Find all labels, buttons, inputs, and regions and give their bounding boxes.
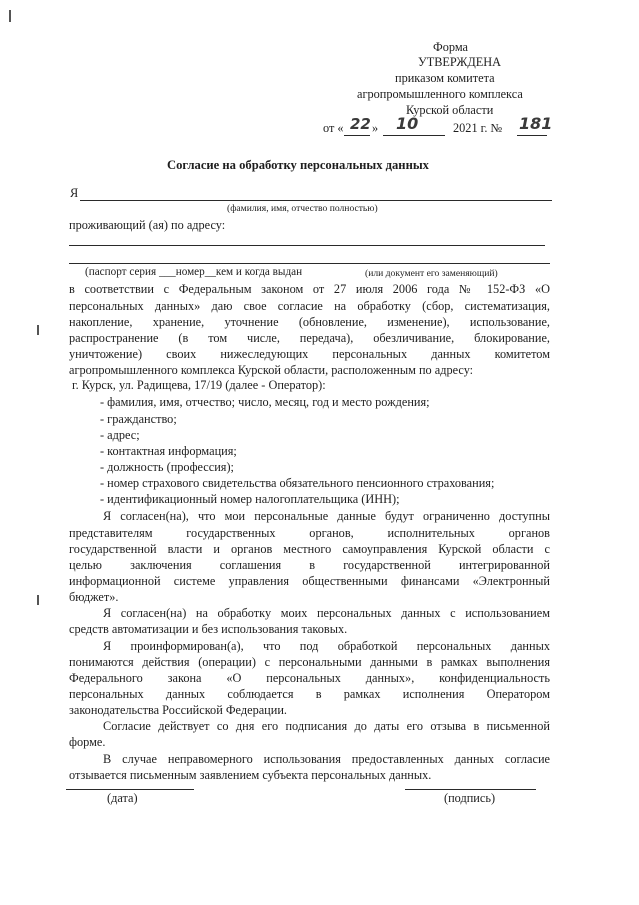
approval-form-label: Форма [433,40,468,54]
approval-day: 22 [350,115,371,133]
paragraph-line: форме. [69,735,106,749]
list-item: - идентификационный номер налогоплательщика (ИНН); [100,492,400,506]
consent-line: в соответствии с Федеральным законом от 27 июля 2006 года № 152-ФЗ «О [69,282,550,296]
name-field-line [80,200,552,201]
paragraph-line: В случае неправомерного использования предоставленных данных согласие [103,752,550,766]
consent-line: персональных данных» даю свое согласие на обработку (сбор, систематизация, [69,299,550,313]
consent-line: агропромышленного комплекса Курской области, расположенным по адресу: [69,363,474,377]
consent-line: уничтожение) своих нижеследующих персональных данных комитетом [69,347,550,361]
approval-region: Курской области [406,103,494,117]
consent-line: накопление, хранение, уточнение (обновление, изменение), использование, [69,315,550,329]
address-line-1 [69,245,545,246]
margin-mark [37,595,39,605]
signature-caption: (подпись) [444,791,496,805]
paragraph-line: государственной власти и органов местного самоуправления Курской области с [69,542,550,556]
signature-line [405,789,536,790]
day-underline [344,135,370,136]
paragraph-line: Я проинформирован(а), что под обработкой персональных данных [103,639,550,653]
paragraph-line: законодательства Российской Федерации. [69,703,287,717]
paragraph-line: персональных данных соблюдается в рамках исполнения Оператором [69,687,550,701]
paragraph-line: Я согласен(на) на обработку моих персональных данных с использованием [103,606,550,620]
list-item: - адрес; [100,428,140,442]
approval-committee: агропромышленного комплекса [357,87,523,101]
margin-mark [37,325,39,335]
margin-mark [9,10,11,22]
list-item: - гражданство; [100,412,177,426]
approval-month: 10 [396,114,419,133]
list-item: - контактная информация; [100,444,237,458]
number-underline [517,135,547,136]
paragraph-line: Я согласен(на), что мои персональные данные будут ограниченно доступны [103,509,550,523]
list-item: - должность (профессия); [100,460,234,474]
approval-order: приказом комитета [395,71,495,85]
paragraph-line: представителям государственных органов, исполнительных органов [69,526,550,540]
paragraph-line: целью заключения соглашения в государственной интегрированной [69,558,550,572]
paragraph-line: средств автоматизации и без использования таковых. [69,622,348,636]
name-caption: (фамилия, имя, отчество полностью) [227,203,378,214]
i-label: Я [70,186,79,200]
paragraph-line: понимаются действия (операции) с персональными данными в рамках выполнения [69,655,550,669]
document-title: Согласие на обработку персональных данных [167,158,429,172]
paragraph-line: Федерального закона «О персональных данных», конфиденциальность [69,671,550,685]
paragraph-line: информационной системе управления общественными финансами «Электронный [69,574,550,588]
operator-address: г. Курск, ул. Радищева, 17/19 (далее - Оператор): [72,378,326,392]
approval-year: 2021 г. № [453,121,503,135]
address-line-2 [69,263,550,264]
paragraph-line: Согласие действует со дня его подписания до даты его отзыва в письменной [103,719,550,733]
paragraph-line: отзывается письменным заявлением субъекта персональных данных. [69,768,432,782]
month-underline [383,135,445,136]
approval-number: 181 [519,114,553,133]
list-item: - фамилия, имя, отчество; число, месяц, год и место рождения; [100,395,430,409]
approval-date-sep: » [372,121,379,135]
date-caption: (дата) [107,791,138,805]
approval-date-prefix: от « [323,121,344,135]
address-label: проживающий (ая) по адресу: [69,218,226,232]
paragraph-line: бюджет». [69,590,119,604]
approval-approved: УТВЕРЖДЕНА [418,55,502,69]
list-item: - номер страхового свидетельства обязательного пенсионного страхования; [100,476,495,490]
passport-note: (или документ его заменяющий) [365,268,498,279]
passport-line: (паспорт серия ___номер__кем и когда выдан [85,266,303,278]
date-signature-line [66,789,194,790]
consent-line: распространение (в том числе, передача), обезличивание, блокирование, [69,331,550,345]
